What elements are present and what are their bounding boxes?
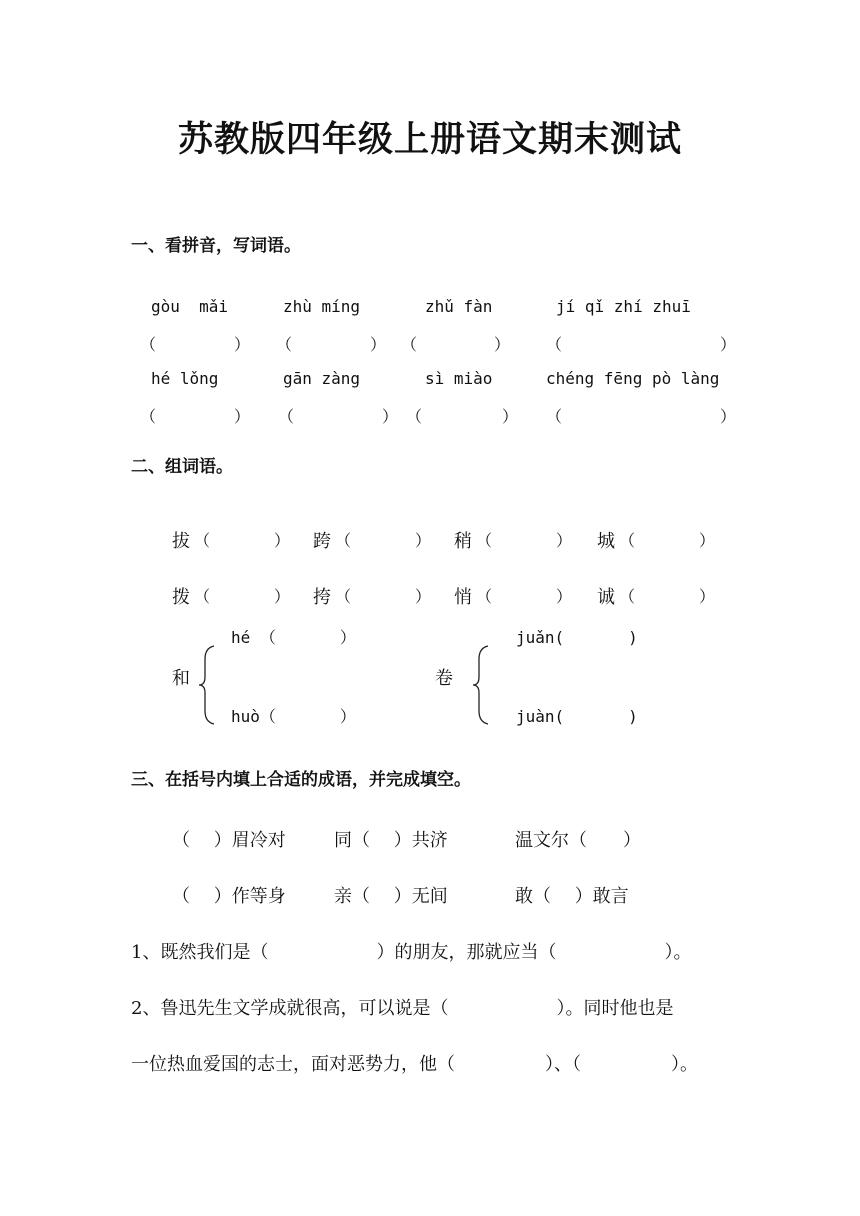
blank-open[interactable]: （ xyxy=(546,335,563,354)
idiom-fill[interactable]: 温文尔（ ） xyxy=(515,830,641,851)
word-blank[interactable]: （ ） xyxy=(619,587,716,606)
blank-open[interactable]: （ xyxy=(546,407,563,426)
word-blank[interactable]: （ ） xyxy=(476,587,573,606)
char-shao: 稍 xyxy=(454,531,472,552)
word-blank[interactable]: （ ） xyxy=(476,531,573,550)
word-blank[interactable]: （ ） xyxy=(335,587,432,606)
he-reading-huo[interactable]: huò（ ） xyxy=(231,707,356,726)
blank-open[interactable]: （ xyxy=(406,407,423,426)
blank-close: ） xyxy=(494,335,511,354)
question-1[interactable]: 1、既然我们是（ ）的朋友，那就应当（ ）。 xyxy=(131,942,692,963)
pinyin-goumai: gòu mǎi xyxy=(151,297,229,316)
idiom-fill[interactable]: 同（ ）共济 xyxy=(334,830,448,851)
blank-close: ） xyxy=(720,335,737,354)
pinyin-zhufan: zhǔ fàn xyxy=(425,297,493,316)
char-cheng: 城 xyxy=(597,531,615,552)
page-title: 苏教版四年级上册语文期末测试 xyxy=(177,119,682,160)
juan-reading-juan4[interactable]: juàn( ) xyxy=(516,707,638,726)
he-reading-he[interactable]: hé （ ） xyxy=(231,628,356,647)
blank-open[interactable]: （ xyxy=(140,335,157,354)
idiom-fill[interactable]: （ ）作等身 xyxy=(172,886,286,907)
pinyin-zhuming: zhù míng xyxy=(283,297,361,316)
blank-open[interactable]: （ xyxy=(276,335,293,354)
pinyin-simiao: sì miào xyxy=(425,369,493,388)
blank-close: ） xyxy=(502,407,519,426)
blank-close: ） xyxy=(382,407,399,426)
brace-he xyxy=(198,645,216,725)
pinyin-helong: hé lǒng xyxy=(151,369,219,388)
section3-heading: 三、在括号内填上合适的成语，并完成填空。 xyxy=(131,770,471,790)
idiom-fill[interactable]: 亲（ ）无间 xyxy=(334,886,448,907)
blank-close: ） xyxy=(234,335,251,354)
juan-reading-juan3[interactable]: juǎn( ) xyxy=(516,628,638,647)
word-blank[interactable]: （ ） xyxy=(335,531,432,550)
brace-juan xyxy=(472,645,490,725)
section1-heading: 一、看拼音，写词语。 xyxy=(131,236,301,256)
char-juan: 卷 xyxy=(435,668,453,689)
char-ba: 拔 xyxy=(172,531,190,552)
blank-open[interactable]: （ xyxy=(140,407,157,426)
blank-close: ） xyxy=(370,335,387,354)
question-2-line2[interactable]: 一位热血爱国的志士，面对恶势力，他（ ）、（ ）。 xyxy=(131,1054,698,1075)
char-cheng2: 诚 xyxy=(597,587,615,608)
pinyin-jiqizhizhui: jí qǐ zhí zhuī xyxy=(556,297,691,316)
idiom-fill[interactable]: （ ）眉冷对 xyxy=(172,830,286,851)
pinyin-ganzang: gān zàng xyxy=(283,369,361,388)
pinyin-chengfengpolang: chéng fēng pò làng xyxy=(546,369,720,388)
blank-open[interactable]: （ xyxy=(401,335,418,354)
blank-close: ） xyxy=(720,407,737,426)
word-blank[interactable]: （ ） xyxy=(619,531,716,550)
char-kua: 跨 xyxy=(313,531,331,552)
char-he: 和 xyxy=(172,668,190,689)
idiom-fill[interactable]: 敢（ ）敢言 xyxy=(515,886,629,907)
char-qiao: 悄 xyxy=(454,587,472,608)
char-bo: 拨 xyxy=(172,587,190,608)
char-kua2: 挎 xyxy=(313,587,331,608)
section2-heading: 二、组词语。 xyxy=(131,457,233,477)
blank-close: ） xyxy=(234,407,251,426)
question-2-line1[interactable]: 2、鲁迅先生文学成就很高，可以说是（ ）。同时他也是 xyxy=(131,998,674,1019)
word-blank[interactable]: （ ） xyxy=(194,531,291,550)
word-blank[interactable]: （ ） xyxy=(194,587,291,606)
blank-open[interactable]: （ xyxy=(278,407,295,426)
